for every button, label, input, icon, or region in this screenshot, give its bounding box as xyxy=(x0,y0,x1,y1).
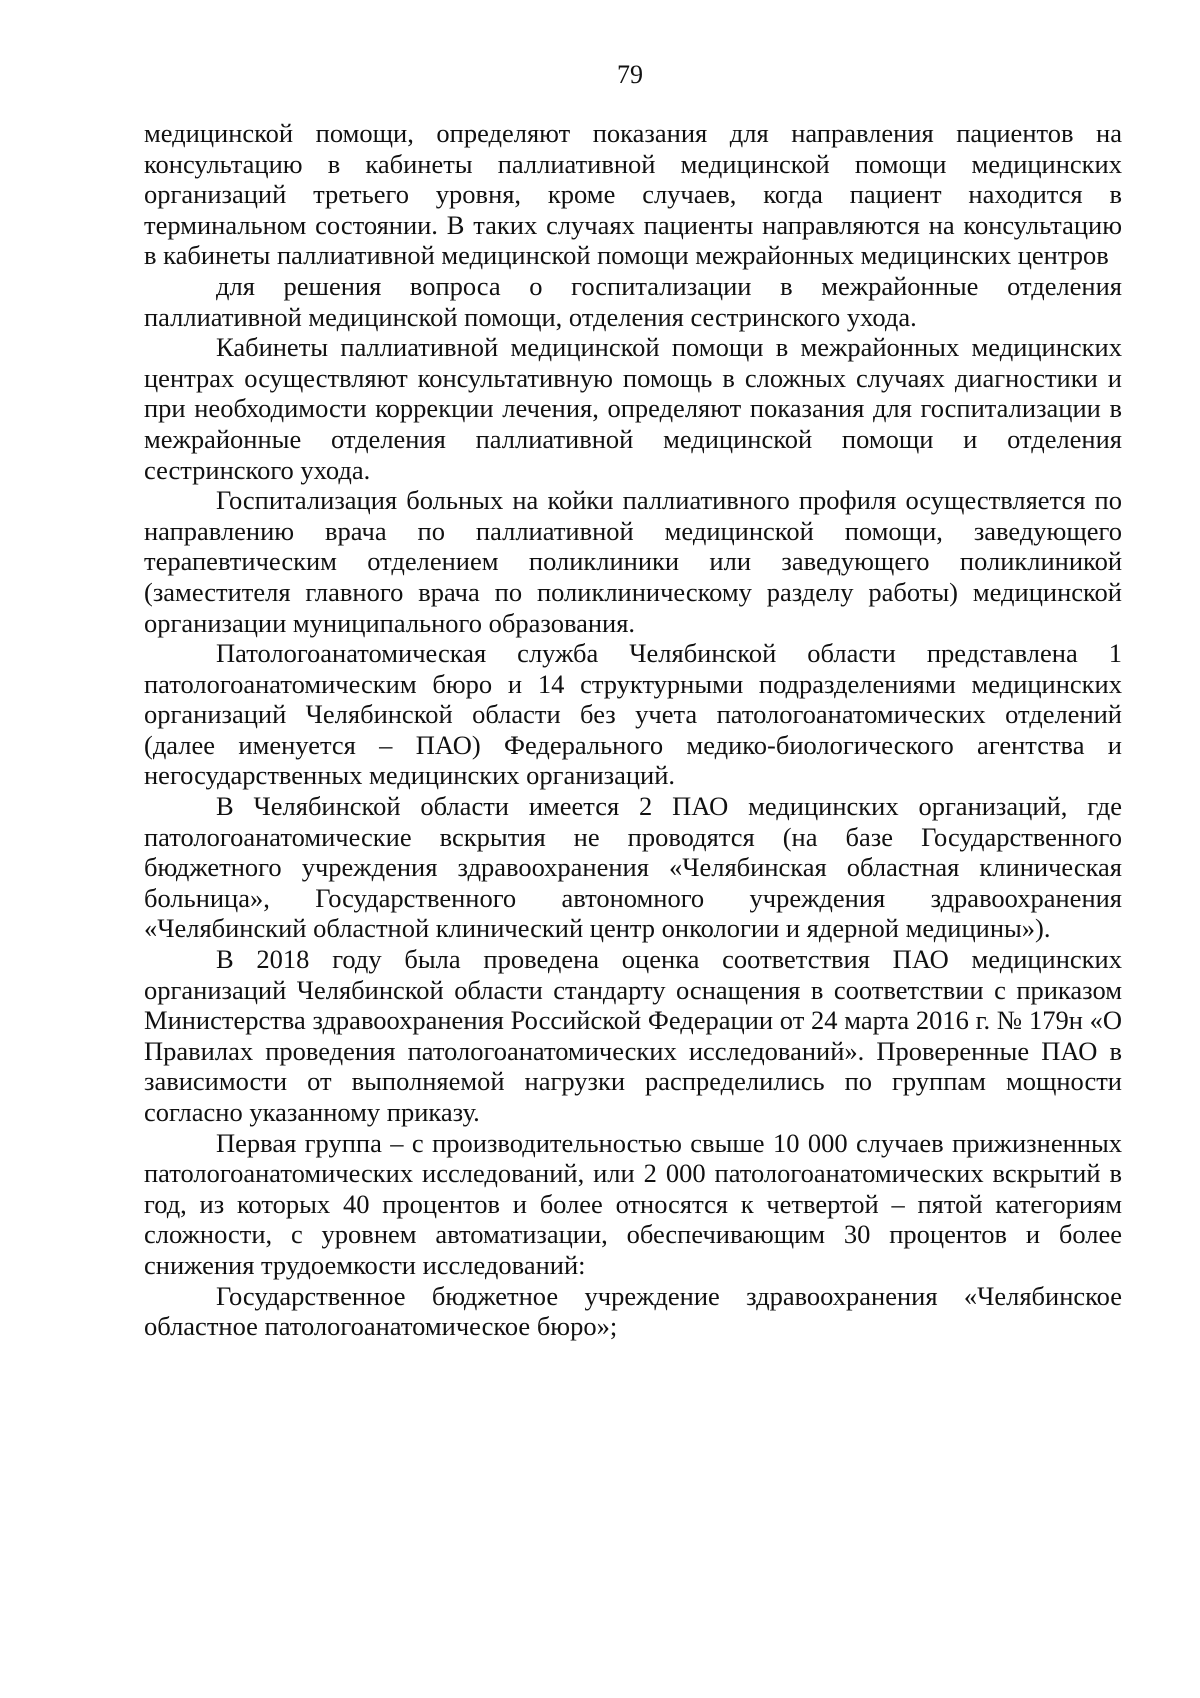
paragraph: Кабинеты паллиативной медицинской помощи в межрайонных медицинских центрах осуществляют консультативную помощь в сложных случаях диагностики и при необходимости коррекции лечения, определяют показания для госпитализации в межрайонные отделения паллиативной медицинской помощи и отделения сестринского ухода. xyxy=(144,332,1122,485)
paragraph: Госпитализация больных на койки паллиативного профиля осуществляется по направлению врача по паллиативной медицинской помощи, заведующего терапевтическим отделением поликлиники или заведующего поликлиникой (заместителя главного врача по поликлиническому разделу работы) медицинской организации муниципального образования. xyxy=(144,485,1122,638)
paragraph: В 2018 году была проведена оценка соответствия ПАО медицинских организаций Челябинской области стандарту оснащения в соответствии с приказом Министерства здравоохранения Российской Федерации от 24 марта 2016 г. № 179н «О Правилах проведения патологоанатомических исследований». Проверенные ПАО в зависимости от выполняемой нагрузки распределились по группам мощности согласно указанному приказу. xyxy=(144,944,1122,1127)
paragraph: для решения вопроса о госпитализации в межрайонные отделения паллиативной медицинской помощи, отделения сестринского ухода. xyxy=(144,270,1122,332)
paragraph: Государственное бюджетное учреждение здравоохранения «Челябинское областное патологоанатомическое бюро»; xyxy=(144,1280,1122,1342)
paragraph: медицинской помощи, определяют показания для направления пациентов на консультацию в кабинеты паллиативной медицинской помощи медицинских организаций третьего уровня, кроме случаев, когда пациент находится в терминальном состоянии. В таких случаях пациенты направляются на консультацию в кабинеты паллиативной медицинской помощи межрайонных медицинских центров xyxy=(144,118,1122,271)
paragraph: Первая группа – с производительностью свыше 10 000 случаев прижизненных патологоанатомических исследований, или 2 000 патологоанатомических вскрытий в год, из которых 40 процентов и более относятся к четвертой – пятой категориям сложности, с уровнем автоматизации, обеспечивающим 30 процентов и более снижения трудоемкости исследований: xyxy=(144,1127,1122,1280)
paragraph: В Челябинской области имеется 2 ПАО медицинских организаций, где патологоанатомические вскрытия не проводятся (на базе Государственного бюджетного учреждения здравоохранения «Челябинская областная клиническая больница», Государственного автономного учреждения здравоохранения «Челябинский областной клинический центр онкологии и ядерной медицины»). xyxy=(144,791,1122,944)
page-number: 79 xyxy=(617,60,643,89)
paragraph: Патологоанатомическая служба Челябинской области представлена 1 патологоанатомическим бюро и 14 структурными подразделениями медицинских организаций Челябинской области без учета патологоанатомических отделений (далее именуется – ПАО) Федерального медико-биологического агентства и негосударственных медицинских организаций. xyxy=(144,638,1122,791)
document-body xyxy=(144,118,1122,1342)
